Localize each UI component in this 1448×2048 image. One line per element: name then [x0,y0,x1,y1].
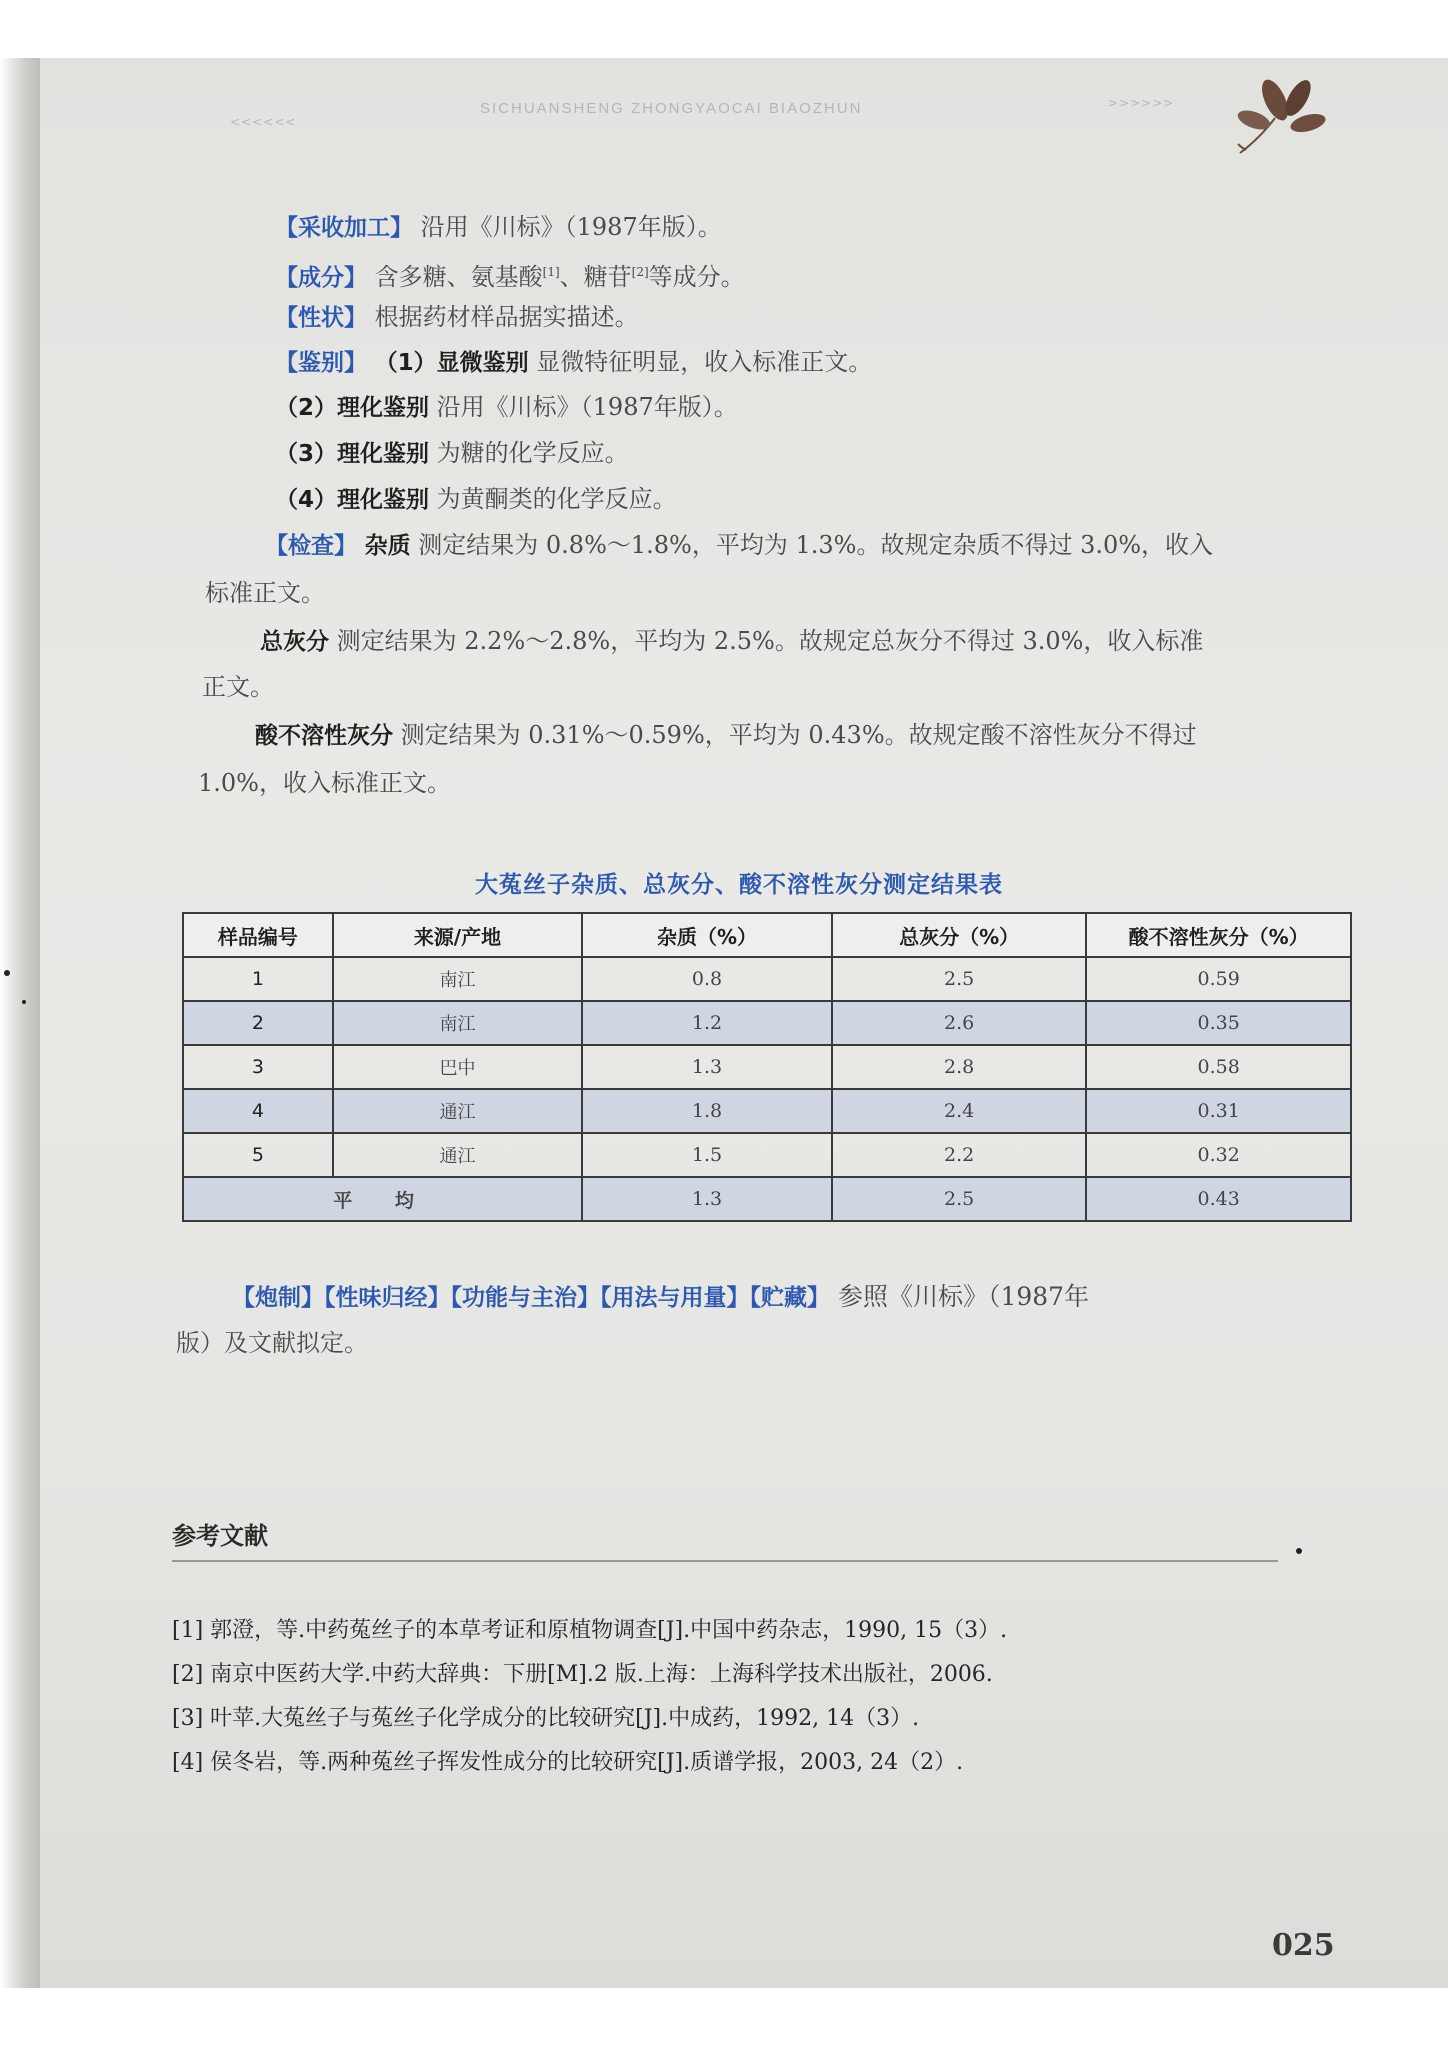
cell-sample-no: 1 [183,957,333,1001]
impurity-text-1: 测定结果为 0.8%～1.8%，平均为 1.3%。故规定杂质不得过 3.0%，收入 [418,531,1214,559]
header-source: 来源/产地 [333,913,583,957]
identification-item-3-text: 为糖的化学反应。 [436,439,629,467]
cell-acid-ash: 0.31 [1086,1089,1351,1133]
header-impurity: 杂质（%） [582,913,832,957]
cell-source: 南江 [333,957,583,1001]
components-ref-1: [1] [542,265,560,279]
impurity-text-2: 标准正文。 [205,579,325,607]
cell-total-ash: 2.8 [832,1045,1087,1089]
identification-item-1-text: 显微特征明显，收入标准正文。 [536,348,873,376]
closing-label-nature: 【性味归经】 [324,1285,451,1311]
references-divider [172,1560,1278,1562]
total-ash-title: 总灰分 [260,629,329,655]
total-ash-line-1 [260,624,1203,659]
impurity-title: 杂质 [364,533,411,559]
closing-label-usage: 【用法与用量】 [600,1285,750,1311]
cell-sample-no: 4 [183,1089,333,1133]
harvest-line [275,210,722,245]
cell-sample-no: 5 [183,1133,333,1177]
cell-acid-ash: 0.32 [1086,1133,1351,1177]
identification-item-2-text: 沿用《川标》（1987年版）。 [436,393,738,421]
header-arrows-left: <<<<<< [230,115,297,129]
cell-source: 通江 [333,1089,583,1133]
average-acid-ash: 0.43 [1086,1177,1351,1221]
identification-item-3-title: （3）理化鉴别 [275,441,430,467]
identification-item-4-text: 为黄酮类的化学反应。 [436,485,677,513]
leaf-logo-icon [1220,58,1340,158]
identification-line-3 [275,436,629,471]
header-sample-no: 样品编号 [183,913,333,957]
header-arrows-right: >>>>>> [1108,96,1175,110]
identification-line-4 [275,482,677,517]
identification-line-1 [275,345,872,380]
references-title: 参考文献 [172,1522,268,1550]
table-row [183,1089,1351,1133]
harvest-label: 【采收加工】 [275,215,413,241]
acid-ash-line-2 [198,766,451,800]
identification-line-2 [275,390,738,425]
identification-label: 【鉴别】 [275,350,367,376]
table-header-row [183,913,1351,957]
average-impurity: 1.3 [582,1177,832,1221]
closing-line-2 [176,1326,368,1360]
cell-source: 通江 [333,1133,583,1177]
scan-speck [22,1000,26,1004]
cell-total-ash: 2.4 [832,1089,1087,1133]
properties-text: 根据药材样品据实描述。 [374,303,639,331]
properties-label: 【性状】 [275,305,367,331]
cell-impurity: 1.8 [582,1089,832,1133]
table-row [183,957,1351,1001]
closing-label-function: 【功能与主治】 [450,1285,600,1311]
total-ash-text-2: 正文。 [202,673,274,701]
average-label: 平 均 [183,1177,582,1221]
cell-total-ash: 2.6 [832,1001,1087,1045]
identification-item-1-title: （1）显微鉴别 [374,350,529,376]
closing-label-storage: 【贮藏】 [749,1285,830,1311]
components-text-c: 等成分。 [648,263,745,291]
cell-impurity: 1.2 [582,1001,832,1045]
cell-acid-ash: 0.59 [1086,957,1351,1001]
page-edge-shadow [0,58,40,1988]
cell-impurity: 1.3 [582,1045,832,1089]
scan-speck [1296,1548,1302,1554]
cell-impurity: 1.5 [582,1133,832,1177]
components-text-b: 、糖苷 [559,263,632,291]
acid-ash-line-1 [255,718,1197,753]
cell-impurity: 0.8 [582,957,832,1001]
average-total-ash: 2.5 [832,1177,1087,1221]
table-row [183,1001,1351,1045]
harvest-text: 沿用《川标》（1987年版）。 [420,213,722,241]
closing-text-2: 版）及文献拟定。 [176,1329,368,1357]
inspection-impurity-line-2 [205,576,325,610]
closing-text-1: 参照《川标》（1987年 [837,1282,1090,1311]
header-total-ash: 总灰分（%） [832,913,1087,957]
cell-source: 巴中 [333,1045,583,1089]
properties-line [275,300,639,335]
table-title: 大菟丝子杂质、总灰分、酸不溶性灰分测定结果表 [475,871,1003,898]
identification-item-2-title: （2）理化鉴别 [275,395,430,421]
cell-sample-no: 2 [183,1001,333,1045]
cell-source: 南江 [333,1001,583,1045]
reference-item: [4] 侯冬岩，等.两种菟丝子挥发性成分的比较研究[J].质谱学报，2003, 24（2）. [172,1750,964,1775]
cell-acid-ash: 0.58 [1086,1045,1351,1089]
reference-item: [3] 叶苹.大菟丝子与菟丝子化学成分的比较研究[J].中成药，1992, 14（3）. [172,1706,920,1731]
table-row [183,1133,1351,1177]
running-header: SICHUANSHENG ZHONGYAOCAI BIAOZHUN [480,100,863,117]
cell-sample-no: 3 [183,1045,333,1089]
inspection-impurity-line-1 [265,528,1213,563]
acid-ash-title: 酸不溶性灰分 [255,723,393,749]
reference-item: [2] 南京中医药大学.中药大辞典：下册[M].2 版.上海：上海科学技术出版社，2006. [172,1662,993,1687]
scan-speck [4,970,10,976]
closing-line-1 [232,1280,1089,1315]
total-ash-text-1: 测定结果为 2.2%～2.8%，平均为 2.5%。故规定总灰分不得过 3.0%，收入标准 [336,627,1204,655]
components-line [275,255,745,295]
reference-item: [1] 郭澄，等.中药菟丝子的本草考证和原植物调查[J].中国中药杂志，1990, 15（3）. [172,1618,1008,1643]
components-ref-2: [2] [631,265,649,279]
cell-total-ash: 2.5 [832,957,1087,1001]
acid-ash-text-2: 1.0%，收入标准正文。 [198,769,451,797]
identification-item-4-title: （4）理化鉴别 [275,487,430,513]
cell-total-ash: 2.2 [832,1133,1087,1177]
total-ash-line-2 [202,670,274,704]
table-row [183,1045,1351,1089]
header-acid-ash: 酸不溶性灰分（%） [1086,913,1351,957]
components-label: 【成分】 [275,265,367,291]
inspection-label: 【检查】 [265,533,357,559]
components-text-a: 含多糖、氨基酸 [374,263,543,291]
table-average-row [183,1177,1351,1221]
page-number: 025 [1272,1928,1335,1963]
acid-ash-text-1: 测定结果为 0.31%～0.59%，平均为 0.43%。故规定酸不溶性灰分不得过 [400,721,1197,749]
cell-acid-ash: 0.35 [1086,1001,1351,1045]
closing-label-processing: 【炮制】 [232,1285,324,1311]
results-table [182,912,1352,1222]
